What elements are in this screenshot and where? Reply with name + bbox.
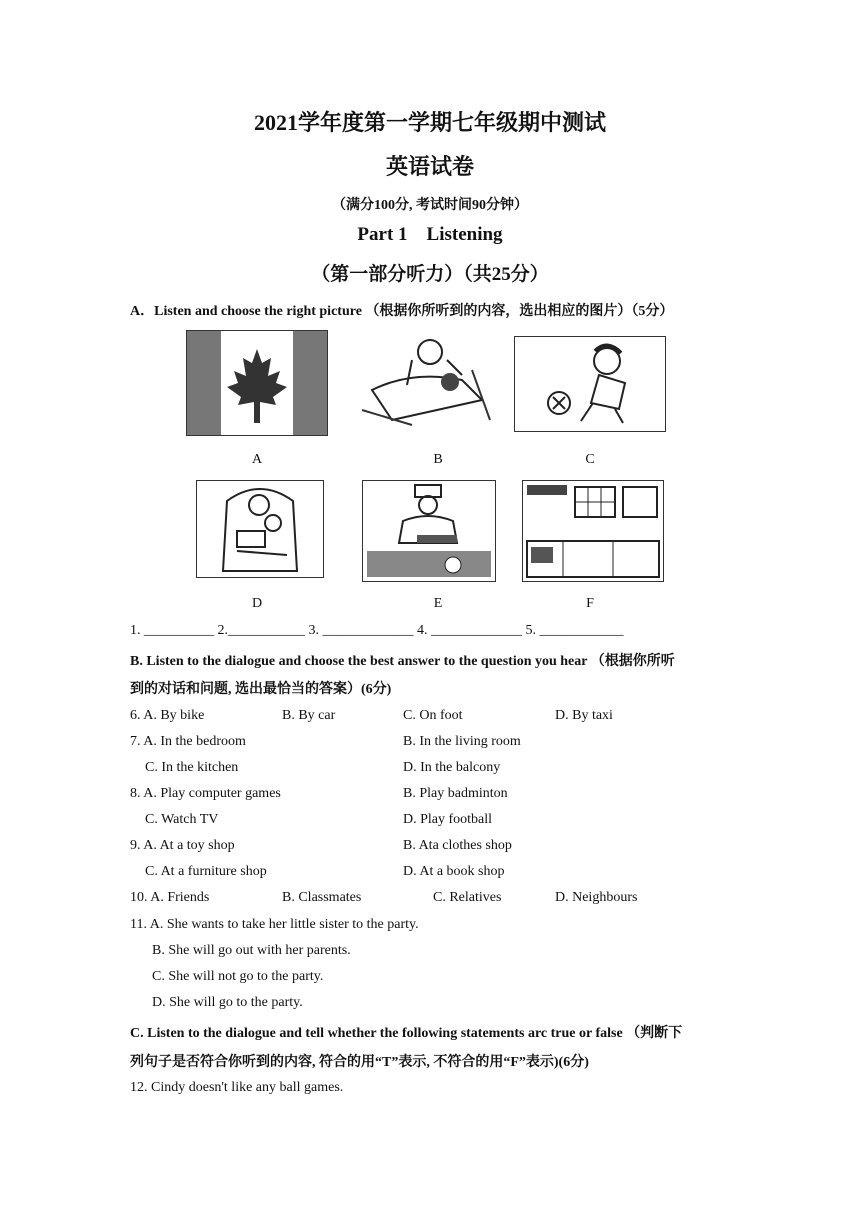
label-e: E [433, 596, 443, 611]
maple-leaf-flag-icon [187, 331, 327, 435]
picture-b [352, 330, 494, 430]
kitchen-icon [523, 481, 663, 581]
q7-option-d: D. In the balcony [403, 760, 501, 775]
part-heading: Part 1 Listening [357, 224, 503, 245]
q9-option-c: C. At a furniture shop [145, 864, 267, 879]
q7-option-c: C. In the kitchen [145, 760, 239, 775]
q10-option-c: C. Relatives [433, 890, 502, 905]
q11-option-c: C. She will not go to the party. [152, 969, 324, 984]
answer-blanks: 1. __________ 2.___________ 3. _____________ 4. _____________ 5. ____________ [130, 623, 624, 638]
q11-option-d: D. She will go to the party. [152, 995, 303, 1010]
q10-option-a: 10. A. Friends [130, 890, 210, 905]
section-b-instruction-1: B. Listen to the dialogue and choose the best answer to the question you hear （根据你所听 [130, 654, 675, 669]
dentist-icon [352, 330, 494, 430]
label-c: C [585, 452, 595, 467]
label-f: F [586, 596, 594, 611]
q9-option-b: B. Ata clothes shop [403, 838, 512, 853]
picture-f [522, 480, 664, 582]
section-c-instruction-1: C. Listen to the dialogue and tell whether the following statements arc true or false （判断下 [130, 1026, 683, 1041]
picture-d [196, 480, 324, 578]
q12-statement: 12. Cindy doesn't like any ball games. [130, 1080, 344, 1095]
reading-family-icon [197, 481, 323, 577]
q11-option-a: 11. A. She wants to take her little sister to the party. [130, 917, 419, 932]
q9-option-a: 9. A. At a toy shop [130, 838, 235, 853]
q6-option-b: B. By car [282, 708, 336, 723]
q8-option-b: B. Play badminton [403, 786, 508, 801]
q6-option-c: C. On foot [403, 708, 463, 723]
label-a: A [251, 452, 263, 467]
q9-option-d: D. At a book shop [403, 864, 505, 879]
exam-title: 2021学年度第一学期七年级期中测试 [253, 110, 606, 135]
q6-option-a: 6. A. By bike [130, 708, 205, 723]
label-b: B [433, 452, 443, 467]
label-d: D [251, 596, 263, 611]
picture-a [186, 330, 328, 436]
q7-option-b: B. In the living room [403, 734, 521, 749]
picture-e [362, 480, 496, 582]
q8-option-d: D. Play football [403, 812, 493, 827]
q11-option-b: B. She will go out with her parents. [152, 943, 351, 958]
boy-with-ball-icon [515, 337, 665, 431]
chef-cooking-icon [363, 481, 495, 581]
section-a-instruction: A．Listen and choose the right picture （根据你所听到的内容，选出相应的图片）（5分） [130, 304, 674, 319]
q6-option-d: D. By taxi [555, 708, 613, 723]
section-b-instruction-2: 到的对话和问题, 选出最恰当的答案）(6分) [130, 682, 392, 697]
exam-subtitle: 英语试卷 [385, 154, 474, 179]
q10-option-d: D. Neighbours [555, 890, 638, 905]
q8-option-a: 8. A. Play computer games [130, 786, 281, 801]
exam-note: （满分100分, 考试时间90分钟） [332, 198, 528, 213]
section-c-instruction-2: 列句子是否符合你听到的内容, 符合的用“T”表示, 不符合的用“F”表示)(6分) [130, 1055, 589, 1070]
picture-c [514, 336, 666, 432]
part-heading-cn: （第一部分听力）（共25分） [311, 264, 549, 285]
q8-option-c: C. Watch TV [145, 812, 219, 827]
q7-option-a: 7. A. In the bedroom [130, 734, 246, 749]
q10-option-b: B. Classmates [282, 890, 362, 905]
